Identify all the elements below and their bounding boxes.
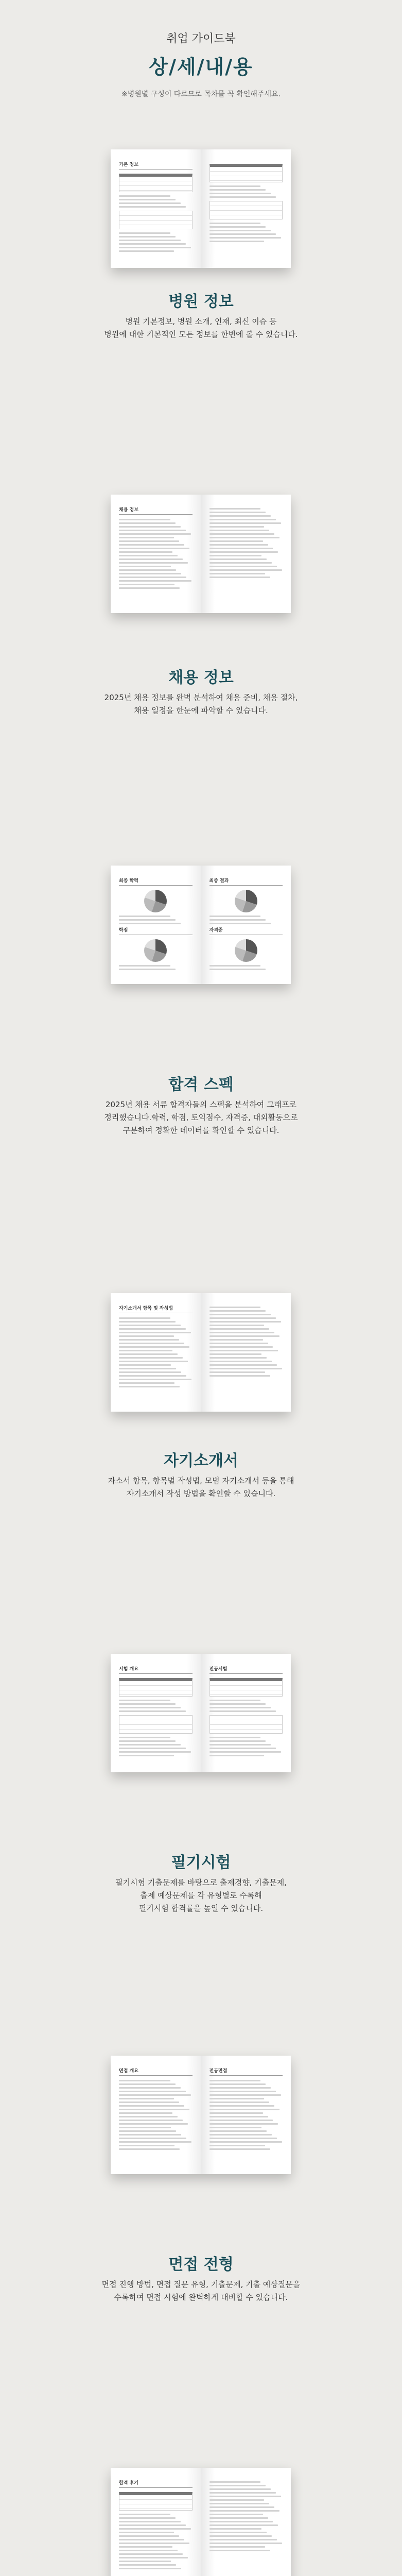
text-line: [209, 1744, 271, 1745]
text-line: [119, 2148, 180, 2150]
book-page-right: [201, 866, 291, 984]
text-line: [119, 2141, 191, 2143]
text-line: [119, 2532, 174, 2533]
text-line: [119, 2112, 172, 2114]
text-line: [119, 2514, 170, 2515]
book-page-left: [111, 495, 201, 613]
page-heading: 합격 후기: [119, 2479, 193, 2488]
text-line: [119, 2127, 171, 2128]
text-line: [209, 2506, 275, 2508]
text-line: [119, 1710, 186, 1712]
text-line: [209, 1710, 276, 1712]
book-page-left: [111, 1293, 201, 1412]
text-line: [209, 2488, 271, 2490]
text-line: [119, 1339, 179, 1341]
book-page-left: [111, 1654, 201, 1772]
section-title: 채용 정보: [168, 669, 234, 687]
book-page-right: [201, 1654, 291, 1772]
text-line: [119, 2553, 183, 2555]
text-line: [209, 1364, 277, 1366]
text-line: [209, 237, 282, 239]
section-title: 합격 스펙: [168, 1076, 234, 1094]
text-line: [119, 206, 186, 208]
text-line: [209, 1737, 261, 1738]
text-line: [209, 1751, 282, 1753]
text-line: [209, 2083, 266, 2085]
text-line: [209, 2521, 273, 2522]
table-graphic: [119, 1678, 193, 1697]
text-line: [209, 196, 276, 198]
page-heading: 기본 정보: [119, 161, 193, 170]
table-graphic: [209, 1678, 283, 1697]
text-line: [209, 515, 271, 517]
text-line: [209, 526, 265, 528]
text-line: [119, 1321, 176, 1323]
book-preview: [111, 866, 291, 984]
pie-chart-graphic: [144, 890, 167, 912]
text-line: [209, 2485, 266, 2486]
text-line: [209, 544, 268, 546]
text-line: [119, 1748, 186, 1749]
page-heading: 최종 학력: [119, 877, 193, 886]
text-line: [119, 1379, 191, 1380]
text-line: [119, 526, 181, 528]
text-line: [209, 2148, 270, 2150]
section-title: 병원 정보: [168, 293, 234, 311]
text-line: [119, 2109, 189, 2110]
text-line: [119, 1737, 170, 1738]
text-line: [119, 2116, 178, 2117]
text-line: [119, 2550, 178, 2551]
text-line: [209, 562, 272, 564]
book-page-left: [111, 2468, 201, 2576]
text-line: [119, 2535, 179, 2537]
text-line: [209, 2123, 278, 2125]
text-line: [119, 562, 188, 564]
text-line: [209, 2138, 277, 2139]
text-line: [119, 577, 186, 578]
text-line: [119, 240, 181, 241]
text-line: [119, 530, 186, 531]
text-line: [209, 2105, 275, 2107]
text-line: [209, 2109, 280, 2110]
text-line: [209, 522, 282, 524]
text-line: [119, 573, 181, 574]
text-line: [119, 2557, 188, 2558]
text-line: [209, 916, 261, 917]
text-line: [119, 916, 170, 917]
text-line: [119, 548, 189, 549]
text-line: [209, 2503, 270, 2504]
text-line: [119, 919, 176, 921]
text-line: [119, 2087, 181, 2089]
text-line: [209, 1371, 265, 1373]
text-line: [209, 2514, 263, 2515]
text-line: [209, 530, 270, 531]
text-line: [119, 1740, 176, 1742]
text-line: [209, 1740, 266, 1742]
text-line: [119, 2138, 186, 2139]
text-line: [119, 1346, 189, 1348]
table-graphic: [209, 201, 283, 219]
text-line: [209, 1307, 261, 1308]
text-line: [209, 1357, 267, 1359]
page-heading: 시험 개요: [119, 1665, 193, 1674]
text-line: [209, 540, 263, 542]
section-title: 면접 전형: [168, 2256, 234, 2274]
book-preview: [111, 2056, 291, 2174]
text-line: [119, 2145, 174, 2146]
text-line: [119, 522, 176, 524]
section-title: 자기소개서: [164, 1452, 238, 1470]
page-heading: 전공면접: [209, 2067, 283, 2076]
text-line: [209, 1350, 278, 1351]
text-line: [119, 1353, 178, 1355]
text-line: [209, 512, 266, 513]
text-line: [119, 1751, 191, 1753]
text-line: [119, 969, 176, 970]
text-line: [119, 584, 174, 585]
text-line: [209, 573, 265, 574]
text-line: [209, 537, 280, 538]
text-line: [209, 2145, 265, 2146]
text-line: [209, 2492, 276, 2494]
text-line: [119, 1350, 172, 1351]
book-page-left: [111, 2056, 201, 2174]
text-line: [119, 1371, 181, 1373]
text-line: [209, 1368, 282, 1369]
book-page-right: [201, 1293, 291, 1412]
text-line: [119, 533, 191, 535]
text-line: [119, 2561, 171, 2562]
text-line: [119, 1343, 184, 1344]
text-line: [119, 2564, 176, 2566]
text-line: [209, 1310, 266, 1312]
text-line: [209, 189, 266, 191]
text-line: [119, 1325, 181, 1326]
text-line: [209, 2496, 282, 2497]
table-graphic: [119, 211, 193, 229]
text-line: [209, 2528, 261, 2530]
text-line: [209, 2112, 263, 2114]
text-line: [209, 2134, 272, 2136]
text-line: [119, 1386, 180, 1387]
text-line: [209, 241, 265, 242]
text-line: [209, 2524, 278, 2526]
text-line: [209, 2120, 273, 2121]
pie-chart-graphic: [144, 939, 167, 962]
text-line: [209, 1335, 280, 1337]
header-subtitle: 취업 가이드북: [166, 32, 236, 45]
book-preview: [111, 1654, 291, 1772]
page-heading: 채용 정보: [119, 506, 193, 515]
text-line: [209, 1375, 270, 1377]
text-line: [209, 2127, 261, 2128]
text-line: [119, 1700, 170, 1701]
table-graphic: [209, 164, 283, 182]
text-line: [209, 2481, 261, 2483]
text-line: [209, 2116, 268, 2117]
page-heading: 면접 개요: [119, 2067, 193, 2076]
text-line: [119, 587, 180, 589]
text-line: [209, 1325, 265, 1326]
text-line: [119, 1707, 181, 1708]
book-preview: [111, 1293, 291, 1412]
text-line: [119, 2083, 176, 2085]
text-line: [209, 2517, 268, 2519]
book-page-right: [201, 2056, 291, 2174]
text-line: [119, 199, 176, 200]
page-subheading: 자격증: [209, 926, 283, 935]
table-graphic: [119, 174, 193, 192]
text-line: [209, 548, 273, 549]
text-line: [119, 2543, 189, 2544]
text-line: [119, 2517, 176, 2519]
text-line: [119, 2546, 172, 2548]
book-preview: [111, 149, 291, 268]
text-line: [209, 965, 261, 967]
text-line: [119, 566, 171, 567]
text-line: [209, 2532, 267, 2533]
text-line: [119, 537, 174, 538]
text-line: [119, 555, 178, 556]
detail-header: [0, 0, 402, 118]
text-line: [209, 2130, 267, 2132]
text-line: [209, 1748, 276, 1749]
text-line: [119, 1703, 176, 1705]
text-line: [119, 2521, 181, 2522]
text-line: [119, 247, 191, 248]
text-line: [119, 519, 170, 520]
text-line: [209, 1317, 276, 1319]
header-title: 상/세/내/용: [149, 56, 253, 78]
text-line: [209, 1343, 268, 1344]
text-line: [209, 2543, 282, 2544]
text-line: [119, 2568, 181, 2569]
text-line: [209, 919, 266, 921]
text-line: [209, 2080, 261, 2081]
text-line: [119, 540, 179, 542]
text-line: [209, 1361, 272, 1362]
text-line: [209, 2510, 280, 2512]
text-line: [209, 223, 261, 224]
text-line: [209, 230, 271, 231]
text-line: [119, 1328, 186, 1330]
text-line: [119, 1364, 171, 1366]
text-line: [119, 2123, 188, 2125]
section-title: 필기시험: [171, 1854, 231, 1872]
text-line: [209, 558, 267, 560]
text-line: [209, 2535, 272, 2537]
text-line: [119, 965, 170, 967]
text-line: [209, 2102, 270, 2103]
text-line: [209, 569, 282, 571]
book-preview: [111, 2468, 291, 2576]
pie-chart-graphic: [235, 939, 257, 962]
section-description: 자소서 항목, 항목별 작성법, 모범 자기소개서 등을 통해 자기소개서 작성 방법을 확인할 수 있습니다.: [108, 1476, 294, 1498]
text-line: [209, 1700, 261, 1701]
text-line: [209, 555, 261, 556]
text-line: [209, 519, 276, 520]
section-description: 2025년 채용 정보를 완벽 분석하여 채용 준비, 채용 절차, 채용 일정을 한눈에 파악할 수 있습니다.: [104, 693, 298, 715]
text-line: [119, 544, 184, 546]
header-note: ※병원별 구성이 다르므로 목차를 꼭 확인해주세요.: [121, 90, 281, 98]
text-line: [119, 1335, 174, 1337]
text-line: [209, 923, 271, 924]
text-line: [119, 2524, 186, 2526]
text-line: [209, 1314, 271, 1315]
text-line: [209, 2087, 271, 2089]
text-line: [119, 2130, 176, 2132]
text-line: [119, 2094, 191, 2096]
page-subheading: 학점: [119, 926, 193, 935]
text-line: [119, 923, 181, 924]
page-heading: 최종 결과: [209, 877, 283, 886]
text-line: [119, 195, 170, 197]
text-line: [119, 551, 172, 553]
text-line: [119, 202, 181, 204]
book-page-left: [111, 149, 201, 268]
book-preview: [111, 495, 291, 613]
text-line: [209, 233, 276, 235]
page-heading: 전공시험: [209, 1665, 283, 1674]
text-line: [209, 1346, 273, 1348]
text-line: [119, 236, 176, 238]
text-line: [209, 1332, 275, 1333]
text-line: [119, 2102, 179, 2103]
text-line: [119, 1368, 176, 1369]
text-line: [209, 969, 266, 970]
text-line: [119, 569, 176, 571]
section-description: 면접 진행 방법, 면접 질문 유형, 기출문제, 기출 예상질문을 수록하여 면접 시험에 완벽하게 대비할 수 있습니다.: [101, 2280, 301, 2302]
text-line: [119, 2098, 174, 2099]
text-line: [209, 1353, 261, 1355]
text-line: [119, 2134, 181, 2136]
text-line: [209, 1707, 271, 1708]
text-line: [119, 2080, 170, 2081]
text-line: [209, 1321, 282, 1323]
text-line: [119, 1375, 186, 1377]
text-line: [209, 2550, 270, 2551]
book-page-right: [201, 495, 291, 613]
table-graphic: [119, 1715, 193, 1734]
text-line: [209, 2546, 265, 2548]
text-line: [209, 1703, 266, 1705]
book-page-left: [111, 866, 201, 984]
text-line: [119, 1382, 174, 1384]
page-heading: 자기소개서 항목 및 작성법: [119, 1304, 193, 1313]
text-line: [209, 2098, 265, 2099]
text-line: [119, 243, 186, 245]
text-line: [209, 193, 271, 194]
book-page-right: [201, 149, 291, 268]
text-line: [209, 2094, 282, 2096]
section-description: 필기시험 기출문제를 바탕으로 출제경향, 기출문제, 출제 예상문제를 각 유형별로 수록해 필기시험 합격률을 높일 수 있습니다.: [115, 1878, 287, 1913]
table-graphic: [119, 2492, 193, 2511]
table-graphic: [209, 1715, 283, 1734]
section-description: 2025년 채용 서류 합격자들의 스펙을 분석하여 그래프로 정리했습니다.학력, 학점, 토익점수, 자격증, 대외활동으로 구분하여 정확한 데이터를 확인할 수 있습니다.: [104, 1100, 298, 1135]
text-line: [119, 2105, 184, 2107]
text-line: [119, 1317, 170, 1319]
text-line: [209, 2539, 277, 2540]
text-line: [209, 1339, 263, 1341]
text-line: [209, 577, 270, 578]
text-line: [209, 551, 278, 553]
text-line: [119, 1755, 174, 1756]
text-line: [209, 1755, 265, 1756]
text-line: [119, 1357, 183, 1359]
text-line: [209, 185, 261, 187]
text-line: [209, 508, 261, 510]
pie-chart-graphic: [235, 890, 257, 912]
text-line: [119, 232, 170, 234]
text-line: [119, 2091, 186, 2092]
text-line: [209, 2499, 265, 2501]
text-line: [209, 1328, 270, 1330]
section-description: 병원 기본정보, 병원 소개, 인재, 최신 이슈 등 병원에 대한 기본적인 모든 정보를 한번에 볼 수 있습니다.: [104, 317, 298, 339]
text-line: [209, 533, 275, 535]
text-line: [209, 226, 266, 228]
text-line: [119, 1361, 188, 1362]
text-line: [209, 2141, 282, 2143]
book-page-right: [201, 2468, 291, 2576]
text-line: [119, 2528, 191, 2530]
text-line: [119, 2120, 183, 2121]
text-line: [119, 558, 183, 560]
text-line: [209, 2091, 276, 2092]
text-line: [119, 250, 174, 252]
text-line: [119, 2539, 184, 2540]
text-line: [119, 580, 191, 582]
text-line: [119, 1744, 181, 1745]
text-line: [119, 1332, 191, 1333]
text-line: [209, 566, 277, 567]
